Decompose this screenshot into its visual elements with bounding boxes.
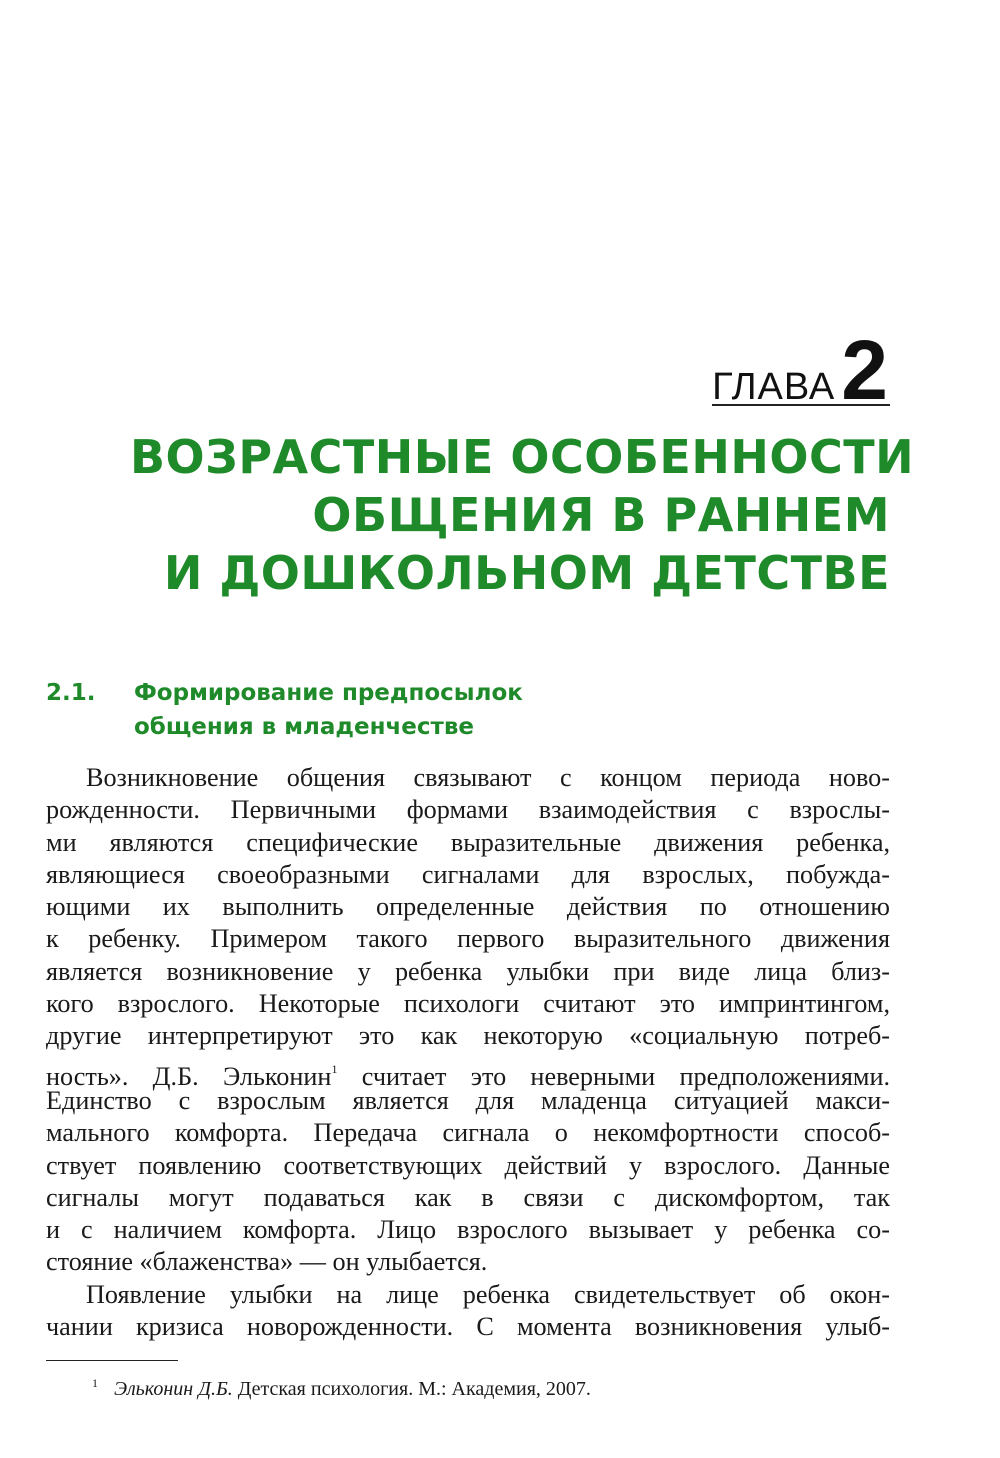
text-line: сигналы могут подаваться как в связи с дискомфортом, так: [46, 1182, 890, 1212]
chapter-number: 2: [841, 323, 888, 417]
chapter-divider: [712, 404, 890, 406]
footnote: [92, 1370, 591, 1402]
chapter-label: [712, 323, 888, 417]
text-line: кого взрослого. Некоторые психологи считают это импринтингом,: [46, 989, 890, 1019]
text-line: является возникновение у ребенка улыбки при виде лица близ-: [46, 956, 890, 986]
footnote-divider: [46, 1360, 178, 1361]
footnote-marker: 1: [92, 1376, 98, 1390]
text-line: Появление улыбки на лице ребенка свидетельствует об окон-: [86, 1279, 890, 1309]
chapter-title-line: ВОЗРАСТНЫЕ ОСОБЕННОСТИ: [130, 430, 915, 484]
section-title-line: Формирование предпосылок: [134, 680, 523, 706]
section-number: 2.1.: [46, 680, 96, 706]
text-fragment: ность». Д.Б. Эльконин: [46, 1061, 332, 1091]
text-line: ющими их выполнить определенные действия по отношению: [46, 892, 890, 922]
chapter-word: ГЛАВА: [712, 366, 836, 408]
section-title: [134, 676, 523, 744]
footnote-ref[interactable]: 1: [331, 1061, 338, 1076]
footnote-author: Эльконин Д.Б.: [114, 1378, 233, 1400]
chapter-title-line: И ДОШКОЛЬНОМ ДЕТСТВЕ: [163, 546, 890, 600]
section-heading: [46, 676, 523, 744]
text-line: чании кризиса новорожденности. С момента возникновения улыб-: [46, 1312, 890, 1342]
body-text: [46, 762, 890, 1343]
text-line: другие интерпретируют это как некоторую «социальную потреб-: [46, 1021, 890, 1051]
text-line: и с наличием комфорта. Лицо взрослого вызывает у ребенка со-: [46, 1215, 890, 1245]
text-line: ствует появлению соответствующих действий у взрослого. Данные: [46, 1150, 890, 1180]
text-line-with-footnote: [46, 1053, 891, 1091]
text-line: стояние «блаженства» — он улыбается.: [46, 1247, 488, 1277]
text-line: ми являются специфические выразительные движения ребенка,: [46, 827, 890, 857]
section-title-line: общения в младенчестве: [134, 714, 474, 740]
text-line: Возникновение общения связывают с концом периода ново-: [86, 763, 890, 792]
footnote-text: Детская психология. М.: Академия, 2007.: [237, 1378, 591, 1400]
text-fragment: считает это неверными предположениями.: [361, 1061, 891, 1091]
chapter-title-line: ОБЩЕНИЯ В РАННЕМ: [312, 488, 890, 542]
text-line: являющиеся своеобразными сигналами для взрослых, побужда-: [46, 859, 890, 889]
text-line: мального комфорта. Передача сигнала о некомфортности способ-: [46, 1118, 890, 1148]
text-line: рожденности. Первичными формами взаимодействия с взрослы-: [46, 795, 890, 825]
chapter-title: [130, 428, 915, 602]
text-line: к ребенку. Примером такого первого выразительного движения: [46, 924, 890, 954]
text-line: Единство с взрослым является для младенца ситуацией макси-: [46, 1085, 890, 1115]
